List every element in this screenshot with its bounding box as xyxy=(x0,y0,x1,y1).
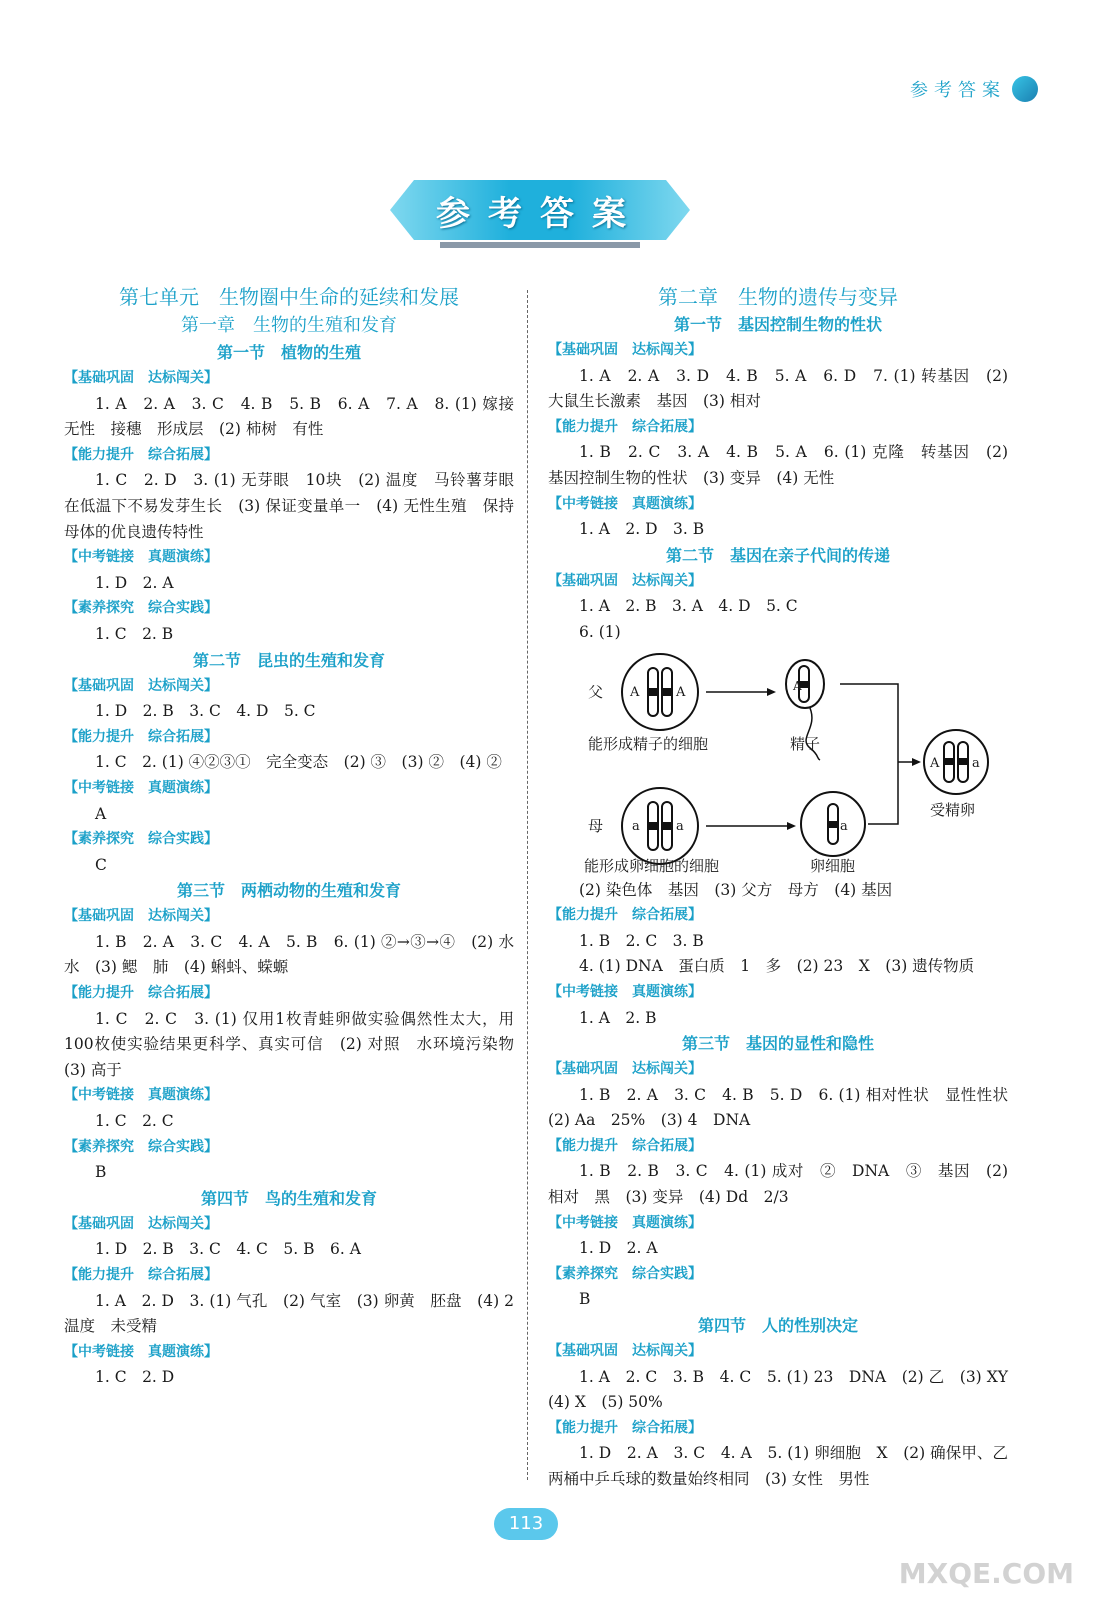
answer-text: 1. B 2. A 3. C 4. B 5. D 6. (1) 相对性状 显性性状 (2) Aa 25% (3) 4 DNA xyxy=(548,1085,1024,1130)
exercise-tag: 【能力提升 综合拓展】 xyxy=(64,446,218,463)
answer-text: 1. A 2. D 3. B xyxy=(579,520,705,539)
arrow-head xyxy=(912,758,921,766)
arrow-head xyxy=(767,688,776,696)
answer-text: B xyxy=(579,1290,591,1309)
gene-band xyxy=(944,758,954,765)
mother-label: 母 xyxy=(588,816,604,835)
exercise-tag: 【能力提升 综合拓展】 xyxy=(548,418,702,435)
answer-text: 6. (1) xyxy=(579,622,621,641)
gene-label: A xyxy=(676,684,686,700)
gene-label: A xyxy=(793,678,802,693)
gene-band xyxy=(958,758,968,765)
gene-label: a xyxy=(972,755,980,771)
answer-text: 1. A 2. D 3. (1) 气孔 (2) 气室 (3) 卵黄 胚盘 (4) 2 温度 未受精 xyxy=(64,1291,530,1336)
exercise-tag: 【中考链接 真题演练】 xyxy=(548,495,702,512)
exercise-tag: 【中考链接 真题演练】 xyxy=(548,983,702,1000)
exercise-tag: 【能力提升 综合拓展】 xyxy=(548,1419,702,1436)
gene-label: a xyxy=(676,818,684,834)
section-title: 第四节 人的性别决定 xyxy=(697,1316,858,1336)
answer-text: 1. D 2. B 3. C 4. D 5. C xyxy=(95,702,316,721)
section-title: 第二节 昆虫的生殖和发育 xyxy=(192,650,385,670)
section-title: 第一节 基因控制生物的性状 xyxy=(673,315,882,334)
answer-text: 1. B 2. A 3. C 4. A 5. B 6. (1) ②→③→④ (2) 水 水 (3) 鳃 肺 (4) 蝌蚪、蝾螈 xyxy=(64,932,530,977)
watermark: MXQE.COM xyxy=(898,1557,1074,1590)
answer-text: 1. D 2. B 3. C 4. C 5. B 6. A xyxy=(95,1240,361,1259)
section-title: 第三节 基因的显性和隐性 xyxy=(681,1034,874,1054)
exercise-tag: 【能力提升 综合拓展】 xyxy=(548,907,702,924)
chapter-title: 第二章 生物的遗传与变异 xyxy=(658,285,898,309)
answer-text: 1. B 2. C 3. A 4. B 5. A 6. (1) 克隆 转基因 (2) 基因控制生物的性状 (3) 变异 (4) 无性 xyxy=(548,443,1008,487)
exercise-tag: 【中考链接 真题演练】 xyxy=(64,779,218,796)
answer-text: 1. C 2. (1) ④②③① 完全变态 (2) ③ (3) ② (4) ② xyxy=(95,753,502,772)
exercise-tag: 【素养探究 综合实践】 xyxy=(64,831,218,848)
header-tag xyxy=(910,76,1038,102)
answer-text: 1. A 2. B 3. A 4. D 5. C xyxy=(579,597,798,616)
section-title: 第三节 两栖动物的生殖和发育 xyxy=(176,881,401,901)
arrow-head xyxy=(787,822,796,830)
gene-label: A xyxy=(630,684,640,700)
gene-label: a xyxy=(840,818,848,834)
exercise-tag: 【基础巩固 达标闯关】 xyxy=(64,677,218,694)
page-number: 113 xyxy=(494,1508,558,1540)
left-column xyxy=(64,282,530,1391)
exercise-tag: 【能力提升 综合拓展】 xyxy=(64,1267,218,1283)
answer-text: 1. C 2. C 3. (1) 仅用1枚青蛙卵做实验偶然性太大，用100枚使实验结果更科学、真实可信 (2) 对照 水环境污染物 (3) 高于 xyxy=(64,1009,530,1079)
section-title: 第四节 鸟的生殖和发育 xyxy=(200,1188,377,1208)
exercise-tag: 【基础巩固 达标闯关】 xyxy=(548,1343,702,1360)
connector-line xyxy=(840,684,898,824)
exercise-tag: 【中考链接 真题演练】 xyxy=(64,549,218,566)
answer-text: (2) 染色体 基因 (3) 父方 母方 (4) 基因 xyxy=(579,880,893,899)
egg-label: 卵细胞 xyxy=(810,856,856,875)
answer-text: A xyxy=(95,804,107,823)
section-title: 第二节 基因在亲子代间的传递 xyxy=(665,545,890,565)
gene-label: A xyxy=(930,755,940,771)
answer-text: 1. A 2. A 3. D 4. B 5. A 6. D 7. (1) 转基因 (2) 大鼠生长激素 基因 (3) 相对 xyxy=(548,366,1008,411)
answer-text: 1. C 2. D 3. (1) 无芽眼 10块 (2) 温度 马铃薯芽眼在低温下不易发芽生长 (3) 保证变量单一 (4) 无性生殖 保持母体的优良遗传特性 xyxy=(64,471,514,541)
exercise-tag: 【能力提升 综合拓展】 xyxy=(548,1137,702,1154)
exercise-tag: 【基础巩固 达标闯关】 xyxy=(548,572,702,589)
unit-title: 第七单元 生物圈中生命的延续和发展 xyxy=(119,285,459,309)
gene-band xyxy=(828,821,838,828)
answer-text: 1. A 2. C 3. B 4. C 5. (1) 23 DNA (2) 乙 (3) XY (4) X (5) 50% xyxy=(548,1367,1024,1412)
title-banner xyxy=(390,180,690,240)
father-label: 父 xyxy=(588,682,604,701)
answer-text: 1. B 2. C 3. B xyxy=(579,931,704,950)
answer-text: 1. A 2. A 3. C 4. B 5. B 6. A 7. A 8. (1) 嫁接 无性 接穗 形成层 (2) 柿树 有性 xyxy=(64,394,530,439)
exercise-tag: 【基础巩固 达标闯关】 xyxy=(64,908,218,925)
answer-text: 1. D 2. A xyxy=(579,1239,658,1258)
exercise-tag: 【能力提升 综合拓展】 xyxy=(64,985,218,1002)
banner-underline xyxy=(440,242,640,248)
exercise-tag: 【能力提升 综合拓展】 xyxy=(64,728,218,745)
gene-band xyxy=(662,822,672,830)
answer-text: 1. C 2. D xyxy=(95,1368,175,1387)
gene-label: a xyxy=(632,818,640,834)
exercise-tag: 【基础巩固 达标闯关】 xyxy=(64,370,218,386)
answer-text: 1. A 2. B xyxy=(579,1008,657,1027)
gene-band xyxy=(648,822,658,830)
answer-text: 1. B 2. B 3. C 4. (1) 成对 ② DNA ③ 基因 (2) 相对 黑 (3) 变异 (4) Dd 2/3 xyxy=(548,1162,1008,1207)
exercise-tag: 【素养探究 综合实践】 xyxy=(64,1138,218,1155)
inheritance-diagram xyxy=(548,648,1008,874)
sperm-label: 精子 xyxy=(790,734,821,753)
section-title: 第一节 植物的生殖 xyxy=(216,343,361,362)
zygote-label: 受精卵 xyxy=(930,800,976,819)
header-badge-icon xyxy=(1012,76,1038,102)
banner-title: 参考答案 xyxy=(436,193,644,234)
exercise-tag: 【素养探究 综合实践】 xyxy=(64,600,218,617)
egg-cell-label: 能形成卵细胞的细胞 xyxy=(584,856,720,875)
exercise-tag: 【基础巩固 达标闯关】 xyxy=(548,1061,702,1078)
answer-text: 1. C 2. B xyxy=(95,624,174,643)
exercise-tag: 【中考链接 真题演练】 xyxy=(64,1087,218,1104)
header-tag-text: 参考答案 xyxy=(910,80,1006,101)
right-column xyxy=(548,282,1024,1493)
answer-text: 4. (1) DNA 蛋白质 1 多 (2) 23 X (3) 遗传物质 xyxy=(579,957,975,976)
answer-text: B xyxy=(95,1163,107,1182)
chapter-title: 第一章 生物的生殖和发育 xyxy=(181,315,397,336)
gene-band xyxy=(662,688,672,696)
exercise-tag: 【中考链接 真题演练】 xyxy=(548,1214,702,1231)
answer-text: 1. D 2. A xyxy=(95,573,174,592)
gene-band xyxy=(648,688,658,696)
answer-text: 1. C 2. C xyxy=(95,1112,174,1131)
exercise-tag: 【基础巩固 达标闯关】 xyxy=(64,1215,218,1232)
exercise-tag: 【素养探究 综合实践】 xyxy=(548,1265,702,1282)
exercise-tag: 【中考链接 真题演练】 xyxy=(64,1343,218,1360)
sperm-cell-label: 能形成精子的细胞 xyxy=(588,734,709,753)
answer-text: C xyxy=(95,855,107,874)
answer-text: 1. D 2. A 3. C 4. A 5. (1) 卵细胞 X (2) 确保甲、乙两桶中乒乓球的数量始终相同 (3) 女性 男性 xyxy=(548,1444,1008,1488)
exercise-tag: 【基础巩固 达标闯关】 xyxy=(548,342,702,358)
